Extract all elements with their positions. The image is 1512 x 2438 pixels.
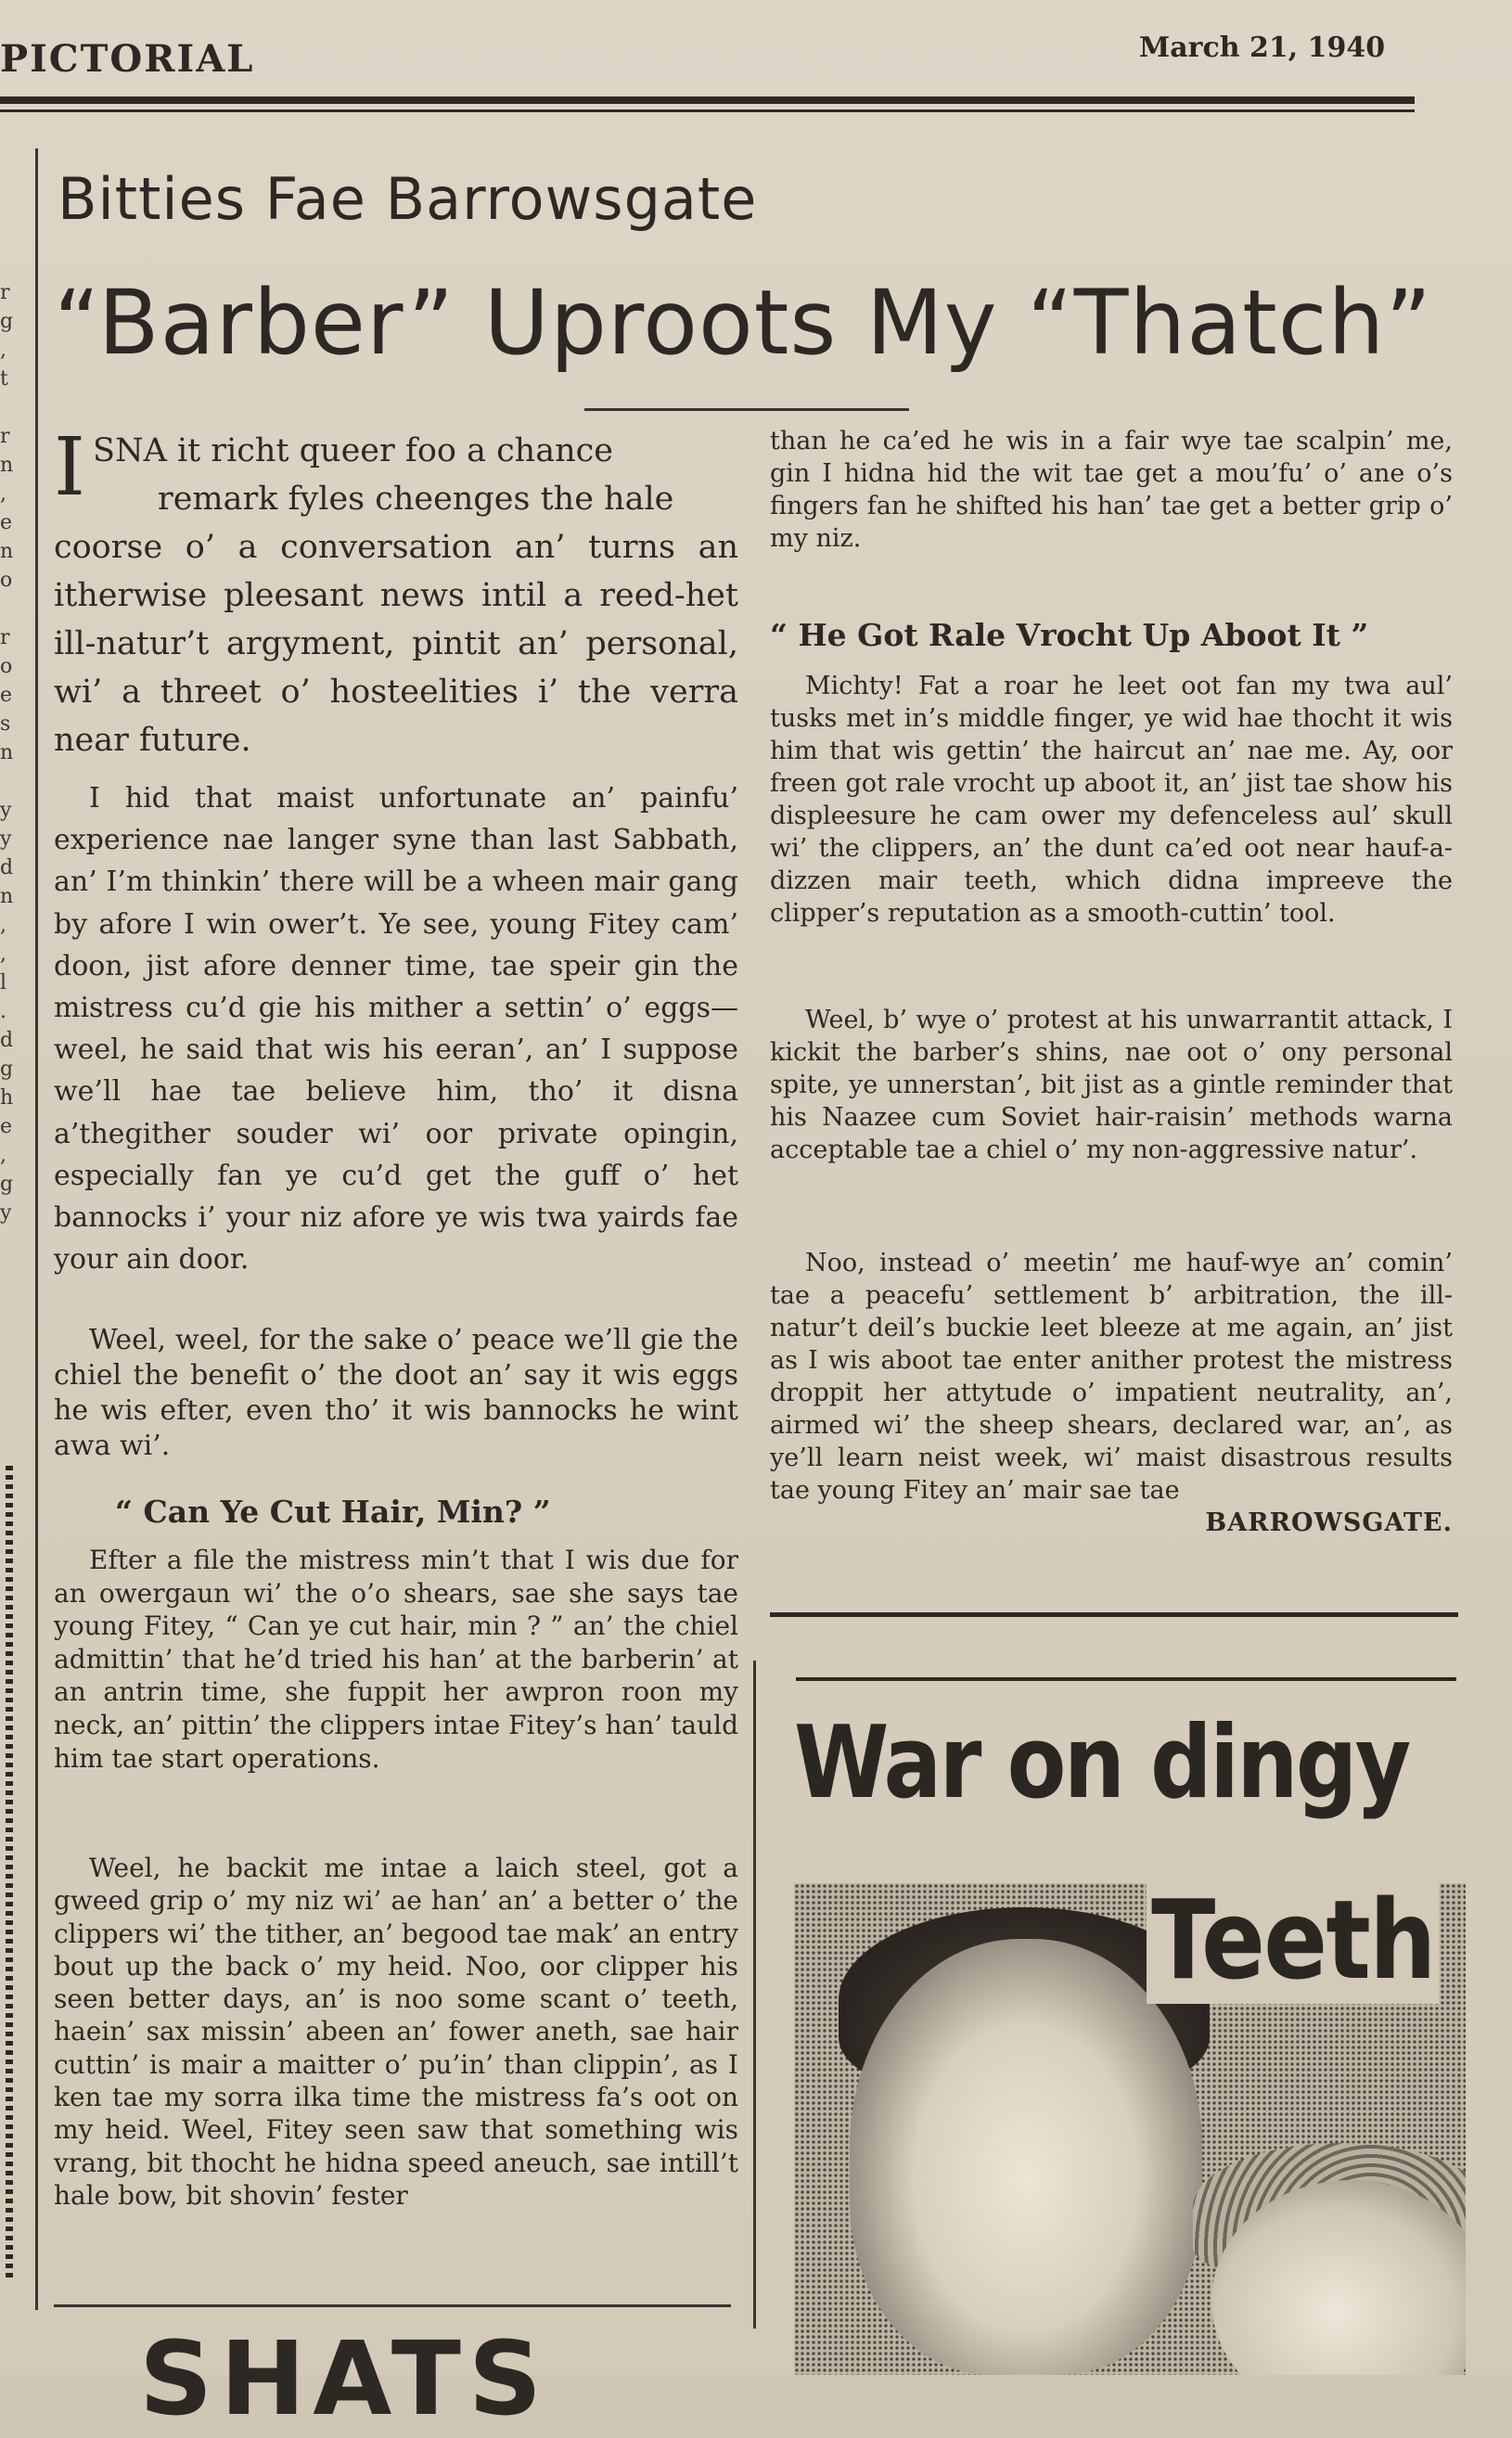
- paragraph-2: [54, 1323, 738, 1464]
- margin-letter: d: [0, 1029, 14, 1052]
- paragraph-3-text: Efter a file the mistress min’t that I wis due for an owergaun wi’ the o’o shears, sae she says tae young Fitey, “ Can ye cut hair, min ? ” an’ the chiel admittin’ that he’d tried his han’ at the barberin’ at an antrin time, she fuppit her awpron roon my neck, an’ pittin’ the clippers intae Fitey’s han’ tauld him tae start operations.: [54, 1545, 738, 1774]
- top-rule-thin: [0, 109, 1415, 112]
- margin-letter: y: [0, 799, 12, 822]
- column-divider-left: [35, 148, 38, 2310]
- subhead-can-ye-cut-hair: “ Can Ye Cut Hair, Min? ”: [115, 1494, 551, 1530]
- margin-letter: n: [0, 454, 14, 477]
- margin-letter: ,: [0, 339, 6, 362]
- margin-letter: g: [0, 1173, 14, 1196]
- lead-line-1: SNA it richt queer foo a chance: [92, 432, 613, 469]
- advert-top-rule: [796, 1677, 1456, 1681]
- advert-title-line-1: War on dingy: [794, 1705, 1409, 1821]
- margin-letter: t: [0, 367, 8, 391]
- margin-letter: g: [0, 1058, 14, 1081]
- top-rule-thick: [0, 96, 1415, 104]
- margin-letter: r: [0, 281, 10, 304]
- advert-man-face: [850, 1939, 1202, 2375]
- margin-letter: e: [0, 1115, 13, 1138]
- margin-letter: [0, 767, 19, 796]
- margin-letter: o: [0, 655, 13, 678]
- article-kicker: Bitties Fae Barrowsgate: [58, 165, 758, 233]
- margin-letter: r: [0, 425, 10, 448]
- perforation-strip: [6, 1466, 13, 2282]
- subhead-rale-vrocht: “ He Got Rale Vrocht Up Aboot It ”: [770, 617, 1369, 653]
- bottom-rule: [54, 2304, 731, 2307]
- advert-title-line-2: Teeth: [1147, 1876, 1440, 2004]
- margin-letter: n: [0, 741, 14, 764]
- paragraph-3: [54, 1544, 738, 1775]
- margin-letter: [0, 393, 19, 422]
- margin-letter: e: [0, 684, 13, 707]
- drop-cap: I: [54, 421, 85, 514]
- right-paragraph-4-body: Noo, instead o’ meetin’ me hauf-wye an’ comin’ tae a peacefu’ settlement b’ arbitration, the ill-natur’t deil’s buckie leet bleeze at me again, an’ jist as I wis aboot tae enter anither protest the mistress droppit her attytude o’ impatient neutrality, an’, airmed wi’ the sheep shears, declared war, an’, as ye’ll learn neist week, wi’ maist disastrous results tae young Fitey an’ mair sae tae: [770, 1249, 1453, 1505]
- margin-letter: o: [0, 569, 13, 592]
- masthead-date: March 21, 1940: [1139, 32, 1386, 64]
- lead-rest: coorse o’ a conversation an’ turns an itherwise pleesant news intil a reed-het ill-natur’t argyment, pintit an’ personal, wi’ a threet o’ hosteelities i’ the verra near future.: [54, 529, 738, 759]
- margin-letter: y: [0, 828, 12, 851]
- margin-letter: e: [0, 511, 13, 534]
- paragraph-4-text: Weel, he backit me intae a laich steel, got a gweed grip o’ my niz wi’ ae han’ an’ a better o’ the clippers wi’ the tither, an’ begood tae mak’ an entry bout up the back o’ my heid. Noo, oor clipper his seen better days, an’ is noo some scant o’ teeth, haein’ sax missin’ abeen an’ fower aneth, sae hair cuttin’ is mair a maitter o’ pu’in’ than clippin’, as I ken tae my sorra ilka time the mistress fa’s oot on my heid. Weel, Fitey seen saw that something wis vrang, bit thocht he hidna speed aneuch, sae intill’t hale bow, bit shovin’ fester: [54, 1853, 738, 2211]
- lead-paragraph: [54, 421, 738, 764]
- margin-letter: .: [0, 1000, 6, 1023]
- paragraph-4: [54, 1852, 738, 2212]
- paragraph-1: [54, 777, 738, 1280]
- margin-letter: l: [0, 971, 7, 994]
- right-paragraph-3: [770, 1004, 1453, 1166]
- margin-letter: ,: [0, 943, 6, 966]
- advert-divider: [753, 1661, 756, 2329]
- article-end-rule: [770, 1612, 1458, 1617]
- cutoff-headline: SHATS: [139, 2319, 550, 2438]
- right-paragraph-1: [770, 425, 1453, 555]
- right-paragraph-4-text: [770, 1247, 1453, 1537]
- margin-letter: d: [0, 856, 14, 879]
- right-paragraph-3-text: Weel, b’ wye o’ protest at his unwarrantit attack, I kickit the barber’s shins, nae oot o’ ony personal spite, ye unnerstan’, bit jist as a gintle reminder that his Naazee cum Soviet hair-raisin’ methods warna acceptable tae a chiel o’ my non-aggressive natur’.: [770, 1006, 1453, 1164]
- margin-letter: ,: [0, 482, 6, 506]
- adjacent-column-fragment: [0, 278, 19, 1227]
- margin-letter: h: [0, 1086, 14, 1110]
- paragraph-2-text: Weel, weel, for the sake o’ peace we’ll gie the chiel the benefit o’ the doot an’ say it wis eggs he wis efter, even tho’ it wis bannocks he wint awa wi’.: [54, 1324, 738, 1462]
- right-paragraph-2-text: Michty! Fat a roar he leet oot fan my twa aul’ tusks met in’s middle finger, ye wid hae thocht it wis him that wis gettin’ the haircut an’ nae me. Ay, oor freen got rale vrocht up aboot it, an’ jist tae show his displeesure he cam ower my defenceless aul’ skull wi’ the clippers, an’ the dunt ca’ed oot near hauf-a-dizzen mair teeth, which didna impreeve the clipper’s reputation as a smooth-cuttin’ tool.: [770, 672, 1453, 928]
- byline-signature: BARROWSGATE.: [1205, 1508, 1453, 1537]
- margin-letter: r: [0, 626, 10, 649]
- right-paragraph-2: [770, 670, 1453, 930]
- right-paragraph-4: [770, 1247, 1453, 1539]
- margin-letter: y: [0, 1201, 12, 1225]
- toothpaste-advert: [794, 1698, 1466, 2375]
- paragraph-1-text: I hid that maist unfortunate an’ painfu’ experience nae langer syne than last Sabbath, an’ I’m thinkin’ there will be a wheen mair gang by afore I win ower’t. Ye see, young Fitey cam’ doon, jist afore denner time, tae speir gin the mistress cu’d gie his mither a settin’ o’ eggs—weel, he said that wis his eeran’, an’ I suppose we’ll hae tae believe him, tho’ it disna a’thegither souder wi’ oor private opingin, especially fan ye cu’d get the guff o’ het bannocks i’ your niz afore ye wis twa yairds fae your ain door.: [54, 782, 738, 1277]
- right-paragraph-1-text: than he ca’ed he wis in a fair wye tae scalpin’ me, gin I hidna hid the wit tae get a mou’fu’ o’ ane o’s fingers fan he shifted his han’ tae get a better grip o’ my niz.: [770, 427, 1453, 553]
- margin-letter: [0, 595, 19, 623]
- margin-letter: n: [0, 540, 14, 563]
- margin-letter: ,: [0, 914, 6, 937]
- lead-line-2: remark fyles cheenges the hale: [157, 481, 674, 518]
- masthead-name: PICTORIAL: [0, 37, 255, 81]
- headline-rule: [584, 408, 909, 411]
- margin-letter: n: [0, 885, 14, 908]
- margin-letter: g: [0, 310, 14, 333]
- margin-letter: ,: [0, 1144, 6, 1167]
- article-headline: “Barber” Uproots My “Thatch”: [54, 271, 1433, 375]
- margin-letter: s: [0, 712, 11, 736]
